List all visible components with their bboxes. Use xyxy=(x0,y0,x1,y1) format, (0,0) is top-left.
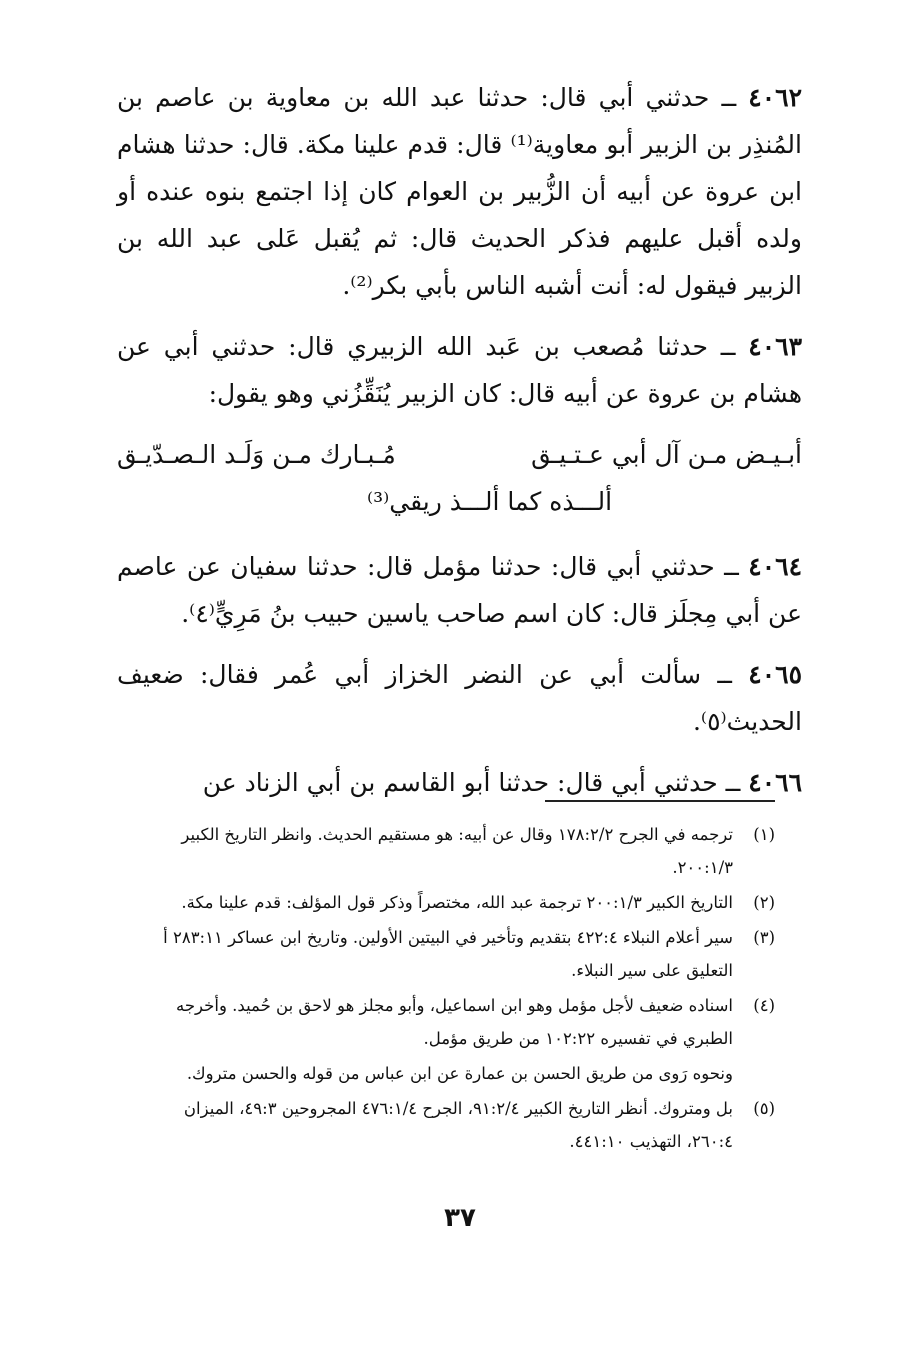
entry-number: ٤٠٦٢ xyxy=(748,83,802,112)
footnotes xyxy=(145,818,775,1160)
entry-4064 xyxy=(117,543,802,637)
entry-4066 xyxy=(117,759,802,806)
entry-number: ٤٠٦٣ xyxy=(748,332,802,361)
entry-text: ــ سألت أبي عن النضر الخزاز أبي عُمر فقال: ضعيف الحديث⁽٥⁾. xyxy=(117,660,802,736)
poem-verse-1 xyxy=(117,431,802,479)
footnote-number: (٥) xyxy=(753,1099,775,1118)
page-number: ٣٧ xyxy=(444,1203,476,1233)
entry-text: ــ حدثني أبي قال: حدثنا مؤمل قال: حدثنا سفيان عن عاصم عن أبي مِجلَز قال: كان اسم صاحب ياسين حبيب بنُ مَرِيٍّ⁽٤⁾. xyxy=(117,552,802,628)
footnote-text: اسناده ضعيف لأجل مؤمل وهو ابن اسماعيل، وأبو مجلز هو لاحق بن حُميد. وأخرجه الطبري في تفسيره ١٠٢:٢٢ من طريق مؤمل. xyxy=(176,996,733,1048)
footnote-4 xyxy=(145,989,775,1055)
footnote-number: (٣) xyxy=(753,928,775,947)
entry-text: ــ حدثني أبي قال: حدثنا أبو القاسم بن أبي الزناد عن xyxy=(202,768,741,797)
footnote-1 xyxy=(145,818,775,884)
footnote-text: التاريخ الكبير ٢٠٠:١/٣ ترجمة عبد الله، مختصراً وذكر قول المؤلف: قدم علينا مكة. xyxy=(181,893,733,912)
footnote-text: سير أعلام النبلاء ٤٢٢:٤ بتقديم وتأخير في البيتين الأولين. وتاريخ ابن عساكر ٢٨٣:١١ أ التعليق على سير النبلاء. xyxy=(163,928,733,980)
poem xyxy=(117,431,802,525)
poem-hemistich-2: مُـبـارك مـن وَلَـد الـصـدّيـق xyxy=(117,440,396,469)
footnote-text: بل ومتروك. أنظر التاريخ الكبير ٩١:٢/٤، الجرح ٤٧٦:١/٤ المجروحين ٤٩:٣، الميزان ٢٦٠:٤، التهذيب ٤٤١:١٠. xyxy=(183,1099,733,1151)
entry-number: ٤٠٦٤ xyxy=(748,552,802,581)
poem-hemistich-1: أبـيـض مـن آل أبي عـتـيـق xyxy=(531,440,802,469)
entry-text: ــ حدثني أبي قال: حدثنا عبد الله بن معاوية بن عاصم بن المُنذِر بن الزبير أبو معاوية⁽¹⁾ قال: قدم علينا مكة. قال: حدثنا هشام ابن عروة عن أبيه أن الزُّبير بن العوام كان إذا اجتمع بنوه عنده أو ولده أقبل عليهم فذكر الحديث قال: ثم يُقبل عَلى عبد الله بن الزبير فيقول له: أنت أشبه الناس بأبي بكر⁽²⁾. xyxy=(117,83,802,300)
footnote-3 xyxy=(145,921,775,987)
footnote-2 xyxy=(145,886,775,919)
footnote-5 xyxy=(145,1092,775,1158)
entry-number: ٤٠٦٥ xyxy=(748,660,802,689)
entry-number: ٤٠٦٦ xyxy=(748,768,802,797)
entry-4065 xyxy=(117,651,802,745)
main-text xyxy=(117,74,802,820)
footnote-4-continuation: ونحوه رَوى من طريق الحسن بن عمارة عن ابن عباس من قوله والحسن متروك. xyxy=(186,1064,733,1083)
entry-4063 xyxy=(117,323,802,417)
footnote-number: (١) xyxy=(753,825,775,844)
footnote-separator xyxy=(545,800,775,802)
poem-verse-2: ألـــذه كما ألـــذ ريقي⁽³⁾ xyxy=(366,487,613,516)
footnote-number: (٤) xyxy=(753,996,775,1015)
entry-text: ــ حدثنا مُصعب بن عَبد الله الزبيري قال: حدثني أبي عن هشام بن عروة عن أبيه قال: كان الزبير يُنَقِّزُني وهو يقول: xyxy=(117,332,802,408)
footnote-text: ترجمه في الجرح ١٧٨:٢/٢ وقال عن أبيه: هو مستقيم الحديث. وانظر التاريخ الكبير ٢٠٠:١/٣. xyxy=(181,825,733,877)
footnote-number: (٢) xyxy=(753,893,775,912)
entry-4062 xyxy=(117,74,802,309)
